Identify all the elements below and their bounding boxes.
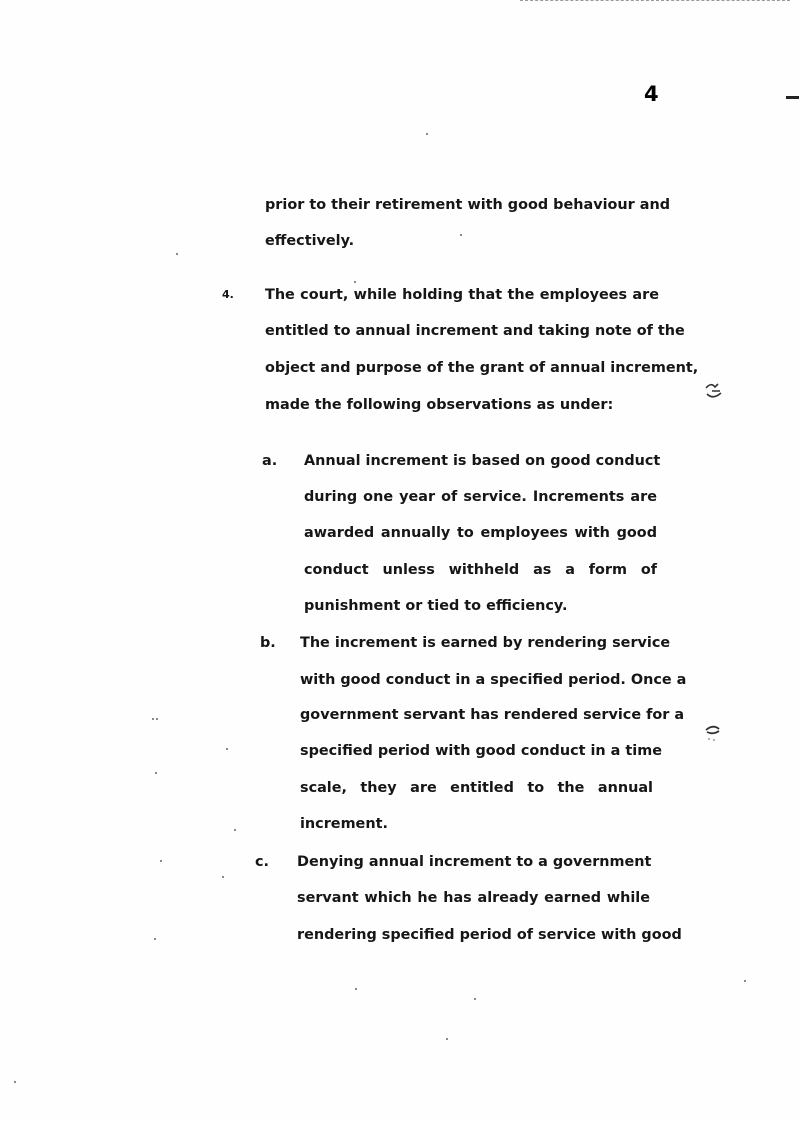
opening-line-2: effectively. <box>265 233 355 249</box>
observation-c-line-3: rendering specified period of service with good <box>297 927 682 943</box>
observation-b-line-5: scale, they are entitled to the annual <box>300 780 653 796</box>
scan-speck <box>160 860 162 862</box>
scan-speck <box>426 133 428 135</box>
paragraph-4-line-2: entitled to annual increment and taking note of the <box>265 323 685 339</box>
scan-speck <box>446 1038 448 1040</box>
scan-speck <box>156 718 158 720</box>
scan-speck <box>474 998 476 1000</box>
scan-speck <box>744 980 746 982</box>
observation-a-line-1: Annual increment is based on good conduct <box>304 453 661 469</box>
observation-b-line-2: with good conduct in a specified period. Once a <box>300 672 687 688</box>
paragraph-4-line-1: The court, while holding that the employees are <box>265 287 659 303</box>
scan-edge-marks <box>520 0 790 5</box>
paragraph-4-line-4: made the following observations as under: <box>265 397 614 413</box>
observation-a-line-5: punishment or tied to efficiency. <box>304 598 568 614</box>
scan-speck <box>222 876 224 878</box>
observation-b-line-4: specified period with good conduct in a time <box>300 743 662 759</box>
observation-b-line-3: government servant has rendered service for a <box>300 707 685 723</box>
scan-speck <box>234 829 236 831</box>
scan-speck <box>152 718 154 720</box>
observation-a-marker: a. <box>262 453 278 469</box>
scan-speck <box>226 748 228 750</box>
margin-scribble <box>703 380 725 406</box>
paragraph-4-marker: 4. <box>222 288 234 301</box>
paragraph-4-line-3: object and purpose of the grant of annual increment, <box>265 360 699 376</box>
observation-a-line-2: during one year of service. Increments are <box>304 489 657 505</box>
opening-line-1: prior to their retirement with good behaviour and <box>265 197 671 213</box>
observation-b-line-6: increment. <box>300 816 388 832</box>
observation-c-marker: c. <box>255 854 269 870</box>
scan-speck <box>176 253 178 255</box>
scan-speck <box>14 1081 16 1083</box>
scan-speck <box>354 281 356 283</box>
observation-b-line-1: The increment is earned by rendering service <box>300 635 671 651</box>
observation-c-line-1: Denying annual increment to a government <box>297 854 652 870</box>
margin-mark <box>786 96 799 99</box>
page-number: 4 <box>644 82 659 106</box>
scan-speck <box>355 988 357 990</box>
observation-b-marker: b. <box>260 635 276 651</box>
margin-scribble <box>704 722 722 746</box>
scan-speck <box>154 938 156 940</box>
scan-speck <box>460 234 462 236</box>
observation-a-line-4: conduct unless withheld as a form of <box>304 562 657 578</box>
observation-c-line-2: servant which he has already earned while <box>297 890 650 906</box>
observation-a-line-3: awarded annually to employees with good <box>304 525 657 541</box>
scan-speck <box>155 772 157 774</box>
